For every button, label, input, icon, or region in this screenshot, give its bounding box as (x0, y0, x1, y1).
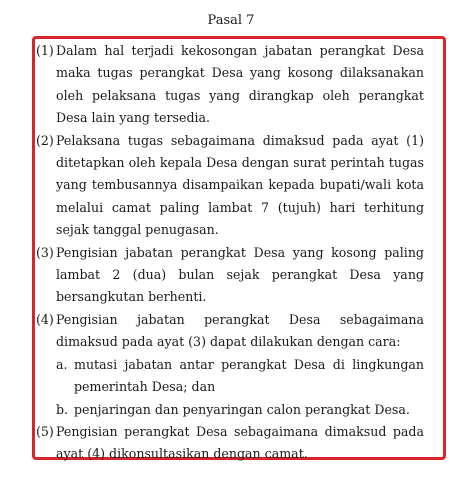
paragraph-number: (2) (36, 132, 54, 148)
subitem-a (56, 354, 424, 399)
subitem-text: penjaringan dan penyaringan calon perangkat Desa. (74, 401, 410, 417)
article-body (36, 40, 424, 466)
paragraph-text: Dalam hal terjadi kekosongan jabatan perangkat Desa maka tugas perangkat Desa yang kosong dilaksanakan oleh pelaksana tugas yang dirangkap oleh perangkat Desa lain yang tersedia. (56, 43, 424, 126)
paragraph-5 (36, 421, 424, 466)
paragraph-3 (36, 242, 424, 309)
subitem-letter: b. (56, 401, 69, 417)
paragraph-text: Pengisian perangkat Desa sebagaimana dimaksud pada ayat (4) dikonsultasikan dengan camat. (56, 423, 424, 462)
paragraph-1 (36, 40, 424, 130)
subitem-b (56, 399, 424, 421)
article-title: Pasal 7 (207, 13, 255, 28)
paragraph-number: (5) (36, 423, 54, 439)
paragraph-4 (36, 309, 424, 354)
paragraph-2 (36, 130, 424, 242)
paragraph-number: (4) (36, 311, 54, 327)
paragraph-number: (3) (36, 244, 54, 260)
subitem-text: mutasi jabatan antar perangkat Desa di lingkungan pemerintah Desa; dan (74, 356, 424, 395)
paragraph-text: Pengisian jabatan perangkat Desa yang kosong paling lambat 2 (dua) bulan sejak perangkat Desa yang bersangkutan berhenti. (56, 244, 424, 305)
paragraph-number: (1) (36, 43, 54, 58)
paragraph-text: Pelaksana tugas sebagaimana dimaksud pada ayat (1) ditetapkan oleh kepala Desa dengan surat perintah tugas yang tembusannya disampaikan kepada bupati/wali kota melalui camat paling lambat 7 (tujuh) hari terhitung sejak tanggal penugasan. (56, 132, 424, 238)
subitem-letter: a. (56, 356, 68, 372)
paragraph-text: Pengisian jabatan perangkat Desa sebagaimana dimaksud pada ayat (3) dapat dilakukan dengan cara: (56, 311, 424, 350)
